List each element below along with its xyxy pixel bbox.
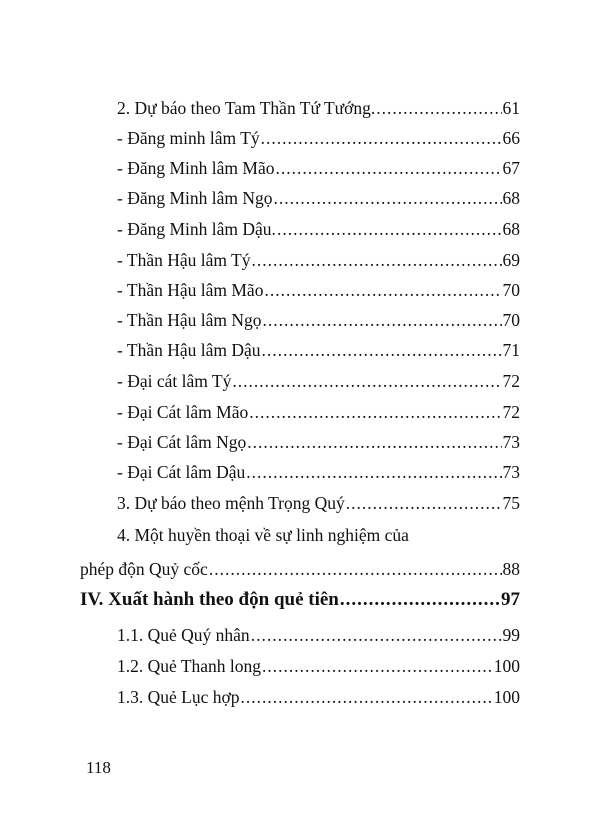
toc-entry [117, 280, 520, 300]
toc-entry-label: - Đại Cát lâm Mão [117, 402, 249, 422]
toc-entry-page: 68 [502, 188, 520, 208]
dot-leader [252, 250, 502, 270]
dot-leader [275, 158, 501, 178]
toc-entry [117, 625, 520, 645]
dot-leader [264, 280, 501, 300]
dot-leader [246, 462, 501, 482]
toc-entry-page: 73 [502, 462, 520, 482]
toc-entry-page: 75 [502, 493, 520, 513]
dot-leader [209, 559, 502, 579]
toc-entry-page: 69 [502, 250, 520, 270]
toc-entry [117, 371, 520, 391]
toc-entry-page: 100 [493, 687, 520, 707]
toc-entry-label: 1.2. Quẻ Thanh long [117, 656, 262, 676]
toc-entry-label: - Đăng Minh lâm Mão [117, 158, 275, 178]
toc-entry-label: 4. Một huyền thoại về sự linh nghiệm của [117, 525, 409, 545]
toc-entry-label: 1.3. Quẻ Lục hợp [117, 687, 240, 707]
toc-entry-page: 73 [502, 432, 520, 452]
toc-entry-label: - Đại cát lâm Tý [117, 371, 232, 391]
toc-entry [117, 158, 520, 178]
toc-entry [117, 250, 520, 270]
dot-leader [261, 128, 502, 148]
dot-leader [376, 98, 501, 118]
toc-entry-label: phép độn Quỷ cốc [80, 559, 208, 579]
toc-section-page: 97 [501, 589, 520, 610]
dot-leader [277, 219, 502, 239]
toc-entry-page: 72 [502, 402, 520, 422]
toc-entry-line2 [80, 559, 520, 579]
toc-entry [117, 493, 520, 513]
toc-entry [117, 128, 520, 148]
toc-entry-label: - Đăng Minh lâm Dậu. [117, 219, 276, 239]
toc-entry-label: 3. Dự báo theo mệnh Trọng Quý [117, 493, 345, 513]
toc-entry-label: - Thần Hậu lâm Mão [117, 280, 264, 300]
toc-entry [117, 98, 520, 118]
toc-entry-label: - Đăng Minh lâm Ngọ [117, 188, 273, 208]
toc-entry-page: 67 [502, 158, 520, 178]
dot-leader [340, 590, 500, 610]
dot-leader [249, 402, 501, 422]
toc-entry [117, 462, 520, 482]
toc-entry-page: 70 [502, 280, 520, 300]
toc-entry-page: 88 [502, 559, 520, 579]
toc-entry-label: 1.1. Quẻ Quý nhân [117, 625, 250, 645]
dot-leader [247, 432, 501, 452]
toc-entry-label: - Thần Hậu lâm Tý [117, 250, 251, 270]
toc-entry-page: 100 [493, 656, 520, 676]
dot-leader [346, 493, 502, 513]
dot-leader [241, 687, 493, 707]
toc-entry-page: 71 [502, 340, 520, 360]
toc-section-label: IV. Xuất hành theo độn quẻ tiên [80, 589, 339, 610]
toc-entry [117, 402, 520, 422]
toc-entry [117, 219, 520, 239]
dot-leader [263, 310, 502, 330]
toc-entry-label: - Thần Hậu lâm Ngọ [117, 310, 262, 330]
toc-entry [117, 310, 520, 330]
toc-entry-label: 2. Dự báo theo Tam Thần Tứ Tướng. [117, 98, 376, 118]
toc-entry [117, 340, 520, 360]
toc-entry-page: 66 [502, 128, 520, 148]
toc-entry-label: - Đại Cát lâm Ngọ [117, 432, 247, 452]
toc-section-heading [80, 590, 520, 610]
toc-entry-label: - Thần Hậu lâm Dậu [117, 340, 261, 360]
toc-entry-page: 99 [502, 625, 520, 645]
toc-entry [117, 432, 520, 452]
toc-entry [117, 656, 520, 676]
toc-entry [117, 687, 520, 707]
dot-leader [232, 371, 501, 391]
page-number: 118 [86, 758, 111, 777]
toc-entry-page: 72 [502, 371, 520, 391]
toc-entry-page: 70 [502, 310, 520, 330]
toc-entry-line1 [117, 525, 520, 545]
toc-entry-page: 68 [502, 219, 520, 239]
toc-entry-label: - Đại Cát lâm Dậu [117, 462, 246, 482]
dot-leader [251, 625, 502, 645]
toc-entry-page: 61 [502, 98, 520, 118]
toc-entry [117, 188, 520, 208]
dot-leader [274, 188, 502, 208]
dot-leader [262, 340, 502, 360]
dot-leader [262, 656, 493, 676]
toc-entry-label: - Đăng minh lâm Tý [117, 128, 260, 148]
